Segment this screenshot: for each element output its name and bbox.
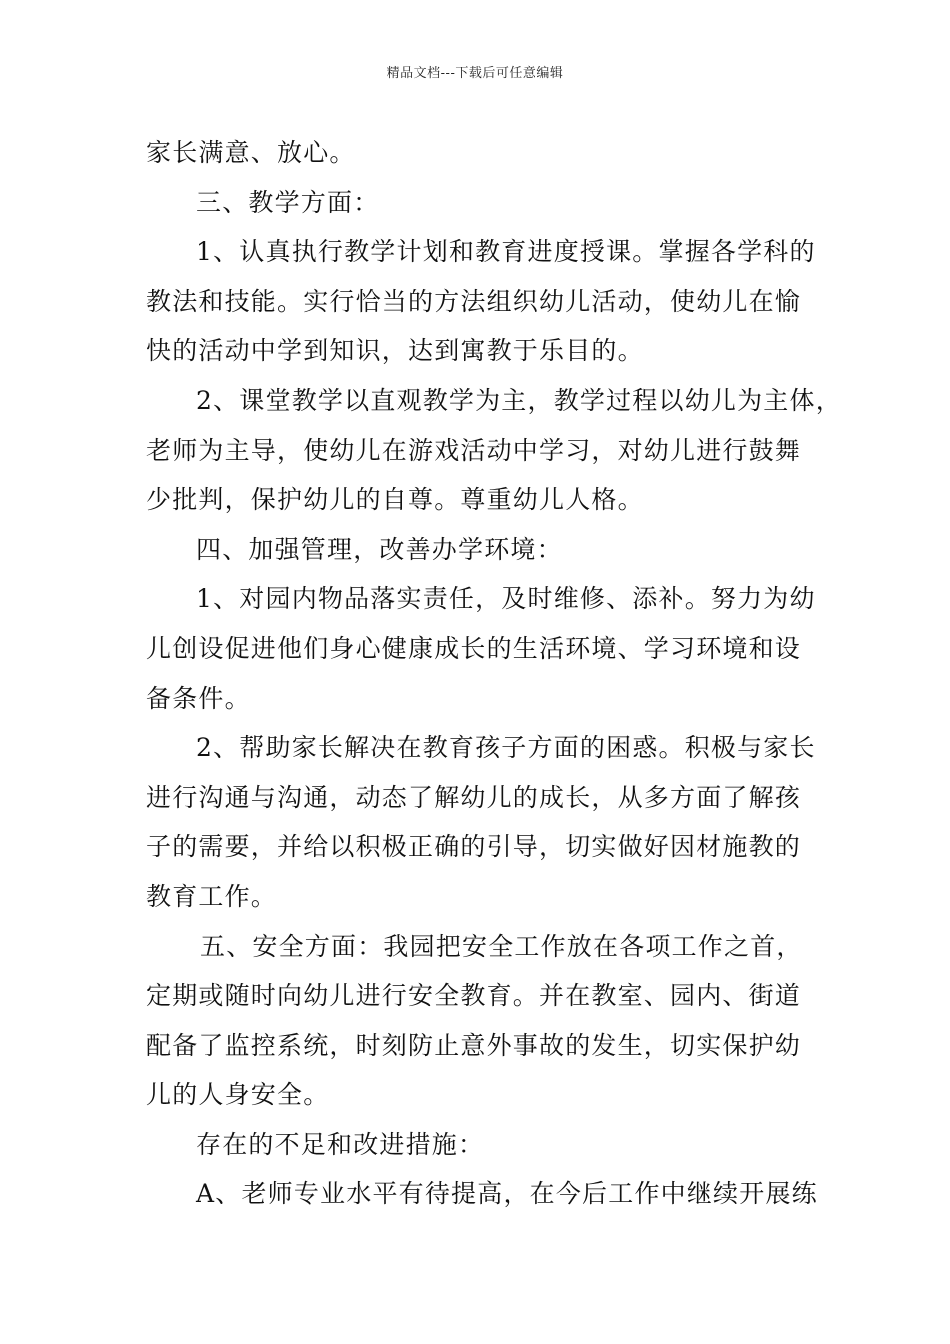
text-line: 教法和技能。实行恰当的方法组织幼儿活动，使幼儿在愉 (146, 286, 802, 316)
text-line: 少批判，保护幼儿的自尊。尊重幼儿人格。 (146, 485, 644, 515)
text-line: 进行沟通与沟通，动态了解幼儿的成长，从多方面了解孩 (146, 782, 802, 812)
text-line: 1、对园内物品落实责任，及时维修、添补。努力为幼 (196, 584, 816, 614)
text-line: 2、帮助家长解决在教育孩子方面的困惑。积极与家长 (196, 733, 816, 763)
section-heading: 三、教学方面： (196, 187, 380, 217)
text-line: 备条件。 (146, 683, 251, 713)
text-line: 老师为主导，使幼儿在游戏活动中学习，对幼儿进行鼓舞 (146, 435, 802, 465)
section-heading: 存在的不足和改进措施： (196, 1129, 485, 1159)
text-line: 儿创设促进他们身心健康成长的生活环境、学习环境和设 (146, 633, 802, 663)
text-line: 教育工作。 (146, 881, 278, 911)
text-line: 1、认真执行教学计划和教育进度授课。掌握各学科的 (196, 237, 816, 267)
text-line: 配备了监控系统，时刻防止意外事故的发生，切实保护幼 (146, 1030, 802, 1060)
text-line: A、老师专业水平有待提高，在今后工作中继续开展练 (196, 1179, 818, 1209)
text-line: 快的活动中学到知识，达到寓教于乐目的。 (146, 336, 644, 366)
text-line: 定期或随时向幼儿进行安全教育。并在教室、园内、街道 (146, 981, 802, 1011)
document-body (146, 128, 842, 1219)
page-header: 精品文档---下载后可任意编辑 (386, 66, 564, 81)
text-line: 家长满意、放心。 (146, 138, 356, 167)
text-line: 子的需要，并给以积极正确的引导，切实做好因材施教的 (146, 832, 802, 862)
section-heading: 四、加强管理，改善办学环境： (196, 534, 563, 564)
section-heading: 五、安全方面：我园把安全工作放在各项工作之首， (200, 931, 803, 961)
text-line: 儿的人身安全。 (146, 1080, 330, 1110)
text-line: 2、课堂教学以直观教学为主，教学过程以幼儿为主体， (196, 385, 842, 415)
